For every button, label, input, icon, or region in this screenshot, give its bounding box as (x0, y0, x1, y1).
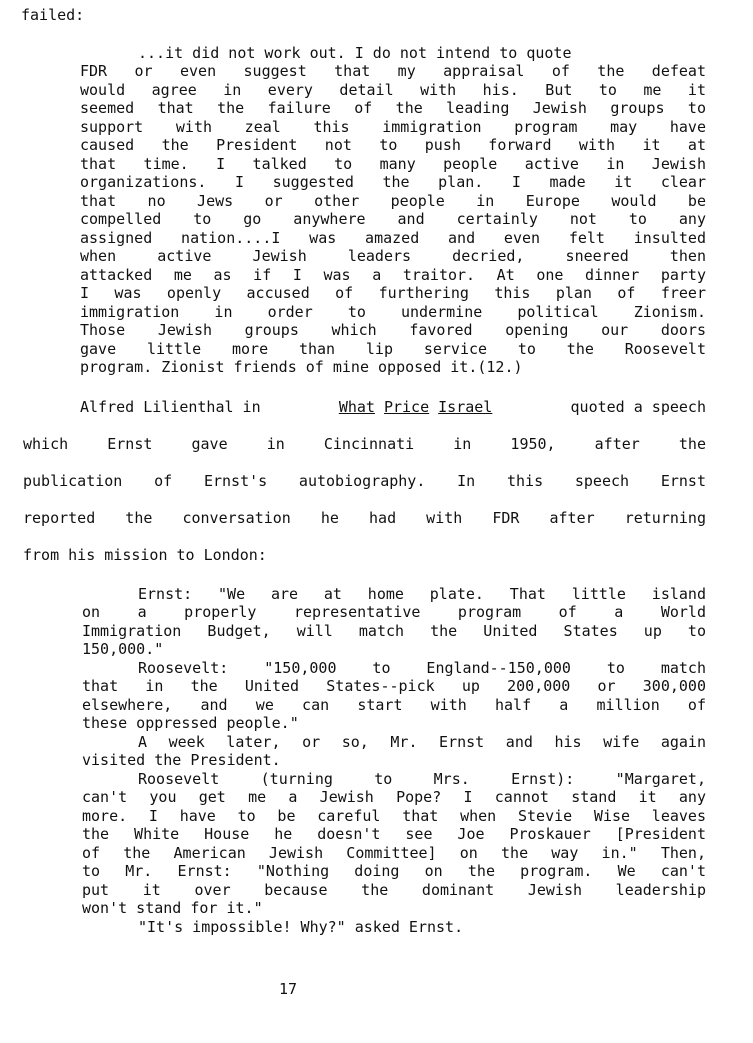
body-line-last: from his mission to London: (23, 546, 267, 564)
quote-line: Those Jewish groups which favored opening our doors (80, 321, 706, 339)
quote-line: assigned nation....I was amazed and even felt insulted (80, 229, 706, 247)
quote-line: put it over because the dominant Jewish leadership (82, 881, 706, 899)
quote-line: Immigration Budget, will match the United States up to (82, 622, 706, 640)
quote-line: won't stand for it." (82, 899, 263, 917)
quote-line: FDR or even suggest that my appraisal of the defeat (80, 62, 706, 80)
body-text: Alfred Lilienthal in (80, 398, 270, 416)
quote-line: to Mr. Ernst: "Nothing doing on the program. We can't (82, 862, 706, 880)
quote-line: these oppressed people." (82, 714, 299, 732)
page-number: 17 (279, 980, 298, 998)
quote-line: would agree in every detail with his. But to me it (80, 81, 706, 99)
quote-line: ...it did not work out. I do not intend to quote (138, 44, 572, 62)
quote-line: gave little more than lip service to the Roosevelt (80, 340, 706, 358)
quote-line: more. I have to be careful that when Stevie Wise leaves (82, 807, 706, 825)
body-text: quoted a speech (561, 398, 706, 416)
body-line: reported the conversation he had with FDR after returning (23, 509, 706, 527)
book-title-word: Israel (438, 398, 493, 416)
body-line: which Ernst gave in Cincinnati in 1950, after the (23, 435, 706, 453)
quote-line: 150,000." (82, 640, 164, 658)
quote-line-last: program. Zionist friends of mine opposed it.(12.) (80, 358, 523, 376)
quote-line: that no Jews or other people in Europe would be (80, 192, 706, 210)
quote-line: seemed that the failure of the leading Jewish groups to (80, 99, 706, 117)
book-title-word: What (338, 398, 375, 416)
quote-line: on a properly representative program of a World (82, 603, 706, 621)
body-line-first (80, 398, 706, 416)
quote-line: that time. I talked to many people active in Jewish (80, 155, 706, 173)
quote-line: compelled to go anywhere and certainly not to any (80, 210, 706, 228)
quote-line: organizations. I suggested the plan. I made it clear (80, 173, 706, 191)
quote-line: that in the United States--pick up 200,000 or 300,000 (82, 677, 706, 695)
quote-line: Roosevelt: "150,000 to England--150,000 to match (138, 659, 706, 677)
quote-line: support with zeal this immigration program may have (80, 118, 706, 136)
quote-line: Roosevelt (turning to Mrs. Ernst): "Margaret, (138, 770, 706, 788)
quote-line: I was openly accused of furthering this plan of freer (80, 284, 706, 302)
quote-line: elsewhere, and we can start with half a million of (82, 696, 706, 714)
continuation-word: failed: (21, 6, 85, 24)
book-title-word: Price (383, 398, 430, 416)
quote-line: of the American Jewish Committee] on the way in." Then, (82, 844, 706, 862)
body-line: publication of Ernst's autobiography. In this speech Ernst (23, 472, 706, 490)
quote-line-last: "It's impossible! Why?" asked Ernst. (138, 918, 464, 936)
quote-line: A week later, or so, Mr. Ernst and his wife again (138, 733, 706, 751)
quote-line: can't you get me a Jewish Pope? I cannot stand it any (82, 788, 706, 806)
quote-line: when active Jewish leaders decried, sneered then (80, 247, 706, 265)
quote-line: Ernst: "We are at home plate. That little island (138, 585, 706, 603)
quote-line: attacked me as if I was a traitor. At one dinner party (80, 266, 706, 284)
book-title (339, 398, 493, 416)
quote-line: visited the President. (82, 751, 281, 769)
quote-line: immigration in order to undermine political Zionism. (80, 303, 706, 321)
quote-line: caused the President not to push forward with it at (80, 136, 706, 154)
quote-line: the White House he doesn't see Joe Proskauer [President (82, 825, 706, 843)
